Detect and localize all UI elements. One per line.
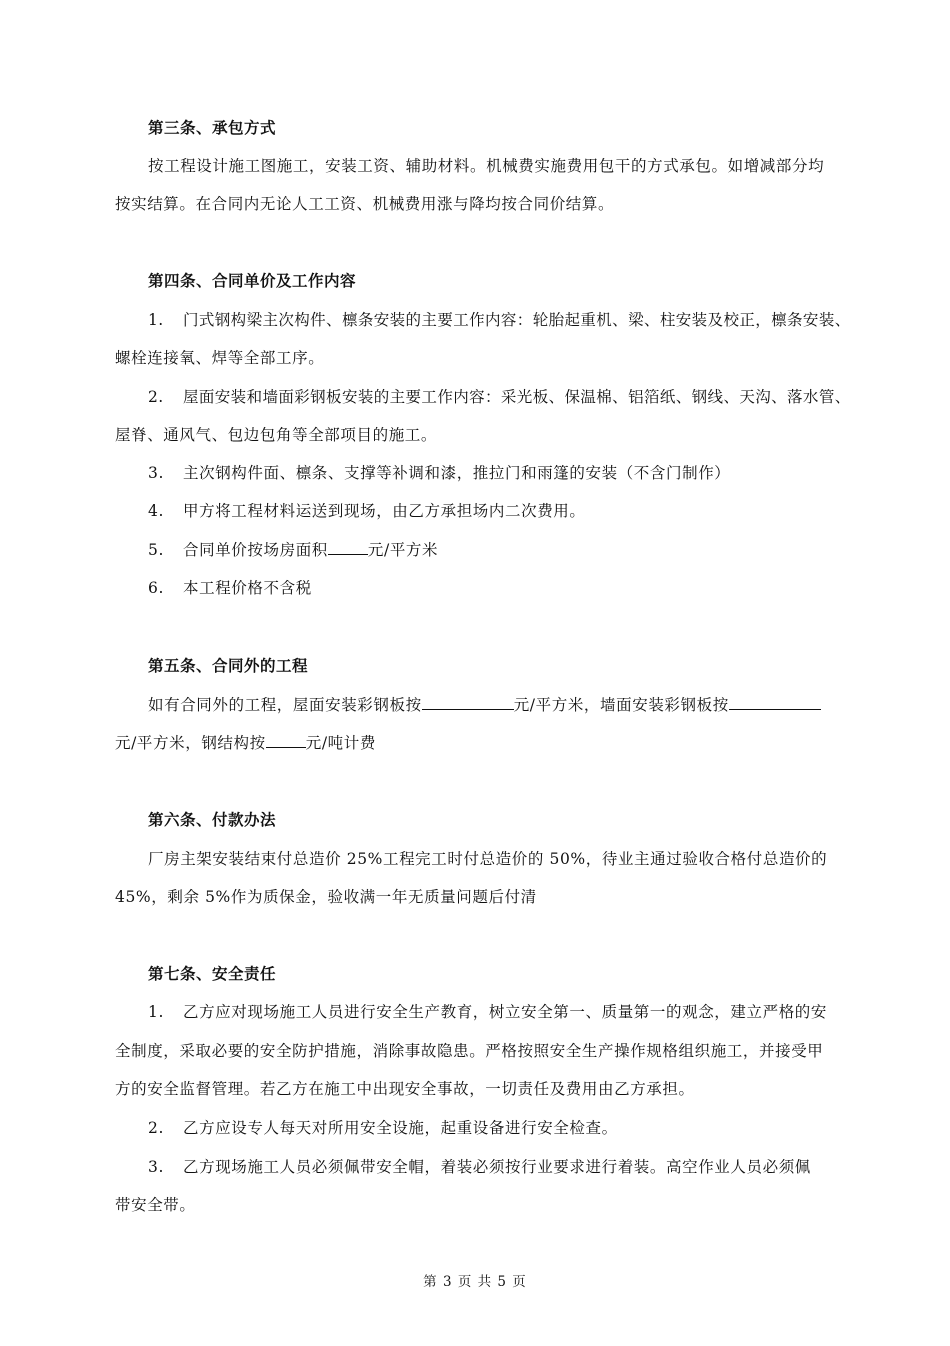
article-4-item-3 <box>148 461 730 483</box>
article-4-item-2-line-2: 屋脊、通风气、包边包角等全部项目的施工。 <box>115 426 438 444</box>
item-text: 甲方将工程材料运送到现场，由乙方承担场内二次费用。 <box>183 502 586 520</box>
roof-price-blank <box>422 695 514 710</box>
article-7-item-1-line-3: 方的安全监督管理。若乙方在施工中出现安全事故，一切责任及费用由乙方承担。 <box>115 1080 695 1098</box>
item-number: 4. <box>148 502 164 520</box>
item-text: 主次钢构件面、檩条、支撑等补调和漆，推拉门和雨篷的安装（不含门制作） <box>183 464 731 482</box>
article-3-heading: 第三条、承包方式 <box>148 119 277 137</box>
article-7-item-1-line-2: 全制度，采取必要的安全防护措施，消除事故隐患。严格按照安全生产操作规格组织施工，并接受甲 <box>115 1042 824 1060</box>
item-number: 2. <box>148 1119 164 1137</box>
item-text: 元/平方米 <box>367 541 439 559</box>
article-3-line-1: 按工程设计施工图施工，安装工资、辅助材料。机械费实施费用包干的方式承包。如增减部分均 <box>148 157 825 175</box>
article-4-item-2-line-1 <box>148 385 851 407</box>
article-7-item-3-line-2: 带安全带。 <box>115 1196 196 1214</box>
item-number: 1. <box>148 1003 164 1021</box>
item-number: 2. <box>148 388 164 406</box>
item-text: 乙方现场施工人员必须佩带安全帽，着装必须按行业要求进行着装。高空作业人员必须佩 <box>183 1158 811 1176</box>
article-6-line-2: 45%，剩余 5%作为质保金，验收满一年无质量问题后付清 <box>115 888 537 906</box>
page-number-footer: 第 3 页 共 5 页 <box>423 1274 527 1290</box>
item-text: 本工程价格不含税 <box>183 579 312 597</box>
article-4-item-4 <box>148 499 586 521</box>
article-4-item-5 <box>148 538 438 560</box>
article-5-heading: 第五条、合同外的工程 <box>148 657 309 675</box>
article-4-item-6 <box>148 576 312 598</box>
wall-price-blank <box>729 695 821 710</box>
article-5-line-1 <box>148 693 821 715</box>
article-4-heading: 第四条、合同单价及工作内容 <box>148 272 357 290</box>
item-text: 乙方应对现场施工人员进行安全生产教育，树立安全第一、质量第一的观念，建立严格的安 <box>183 1003 828 1021</box>
item-text: 屋面安装和墙面彩钢板安装的主要工作内容：采光板、保温棉、铝箔纸、钢线、天沟、落水管、 <box>183 388 851 406</box>
text-segment: 如有合同外的工程，屋面安装彩钢板按 <box>148 696 422 714</box>
article-7-heading: 第七条、安全责任 <box>148 965 277 983</box>
text-segment: 元/平方米，钢结构按 <box>115 734 266 752</box>
article-7-item-3-line-1 <box>148 1155 811 1177</box>
article-6-line-1: 厂房主架安装结束付总造价 25%工程完工时付总造价的 50%，待业主通过验收合格付总造价的 <box>148 850 828 868</box>
item-text: 乙方应设专人每天对所用安全设施，起重设备进行安全检查。 <box>183 1119 618 1137</box>
item-number: 5. <box>148 541 164 559</box>
item-number: 6. <box>148 579 164 597</box>
text-segment: 元/吨计费 <box>305 734 376 752</box>
article-7-item-2 <box>148 1116 618 1138</box>
item-text: 合同单价按场房面积 <box>183 541 328 559</box>
item-number: 1. <box>148 311 164 329</box>
article-7-item-1-line-1 <box>148 1000 827 1022</box>
article-6-heading: 第六条、付款办法 <box>148 811 277 829</box>
article-5-line-2 <box>115 731 376 753</box>
price-blank <box>328 540 368 555</box>
article-4-item-1-line-2: 螺栓连接氧、焊等全部工序。 <box>115 349 325 367</box>
article-3-line-2: 按实结算。在合同内无论人工工资、机械费用涨与降均按合同价结算。 <box>115 195 615 213</box>
item-number: 3. <box>148 464 164 482</box>
text-segment: 元/平方米，墙面安装彩钢板按 <box>513 696 729 714</box>
item-text: 门式钢构梁主次构件、檩条安装的主要工作内容：轮胎起重机、梁、柱安装及校正，檩条安装、 <box>183 311 851 329</box>
steel-price-blank <box>266 733 306 748</box>
article-4-item-1-line-1 <box>148 308 851 330</box>
item-number: 3. <box>148 1158 164 1176</box>
